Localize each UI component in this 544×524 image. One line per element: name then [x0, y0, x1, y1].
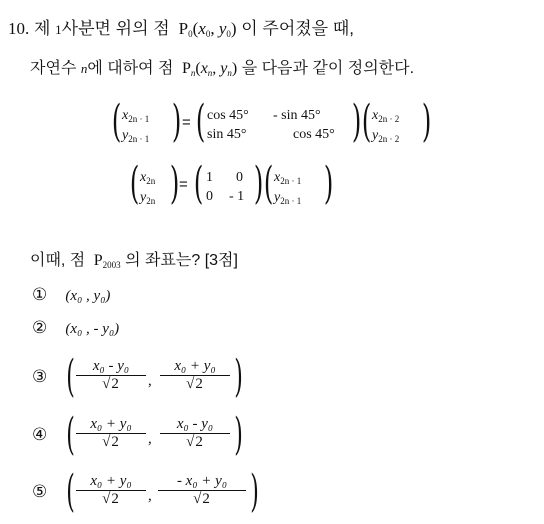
choice-2-text: (x₀ , - y₀)	[65, 321, 120, 337]
choice-1[interactable]	[32, 285, 110, 305]
problem-number: 10.	[8, 19, 30, 38]
problem-line-2	[30, 55, 414, 78]
line1-mid: 사분면 위의 점	[61, 19, 170, 38]
matrix-equation-1: ( $x_{2n \cdot 1}$ $y_{2n \cdot 1}$ ) = ( cos 45° - sin 45° sin 45° cos 45° ) ( $x_{2n \cdot 2}$ $y_{2n \cdot 2}$ )	[111, 96, 432, 147]
choice-4-frac-2: $\frac{\text{x₀ - y₀}}{√2}$	[160, 416, 230, 451]
choice-1-text: (x₀ , y₀)	[65, 288, 111, 304]
point-p2003: P2003	[93, 252, 121, 270]
line2-mid: 에 대하여 점	[87, 60, 174, 77]
point-p0: P0(x0, y0)	[178, 19, 237, 39]
choice-marker-2: ②	[32, 318, 48, 338]
question-post: 의 좌표는? [3점]	[125, 252, 238, 269]
choice-marker-1: ①	[32, 285, 48, 305]
choice-5-frac-1: $\frac{\text{x₀ + y₀}}{√2}$	[76, 473, 146, 508]
line2-pre: 자연수	[30, 60, 77, 77]
question-pre: 이때, 점	[30, 252, 86, 269]
choice-5-frac-2: $\frac{\text{- x₀ + y₀}}{√2}$	[158, 473, 246, 508]
question-line	[30, 247, 238, 270]
choice-3-frac-2: $\frac{\text{x₀ + y₀}}{√2}$	[160, 358, 230, 393]
choice-3-frac-1: $\frac{\text{x₀ - y₀}}{√2}$	[76, 358, 146, 393]
line2-n: n	[80, 61, 88, 76]
choice-marker-3: ③	[32, 367, 48, 387]
choice-marker-5: ⑤	[32, 482, 48, 502]
choice-4[interactable]: ④ ( $\frac{\text{x₀ + y₀}}{√2}$ , $\frac{\text{x₀ - y₀}}{√2}$ )	[32, 409, 243, 460]
choice-2[interactable]	[32, 318, 119, 338]
line1-pre: 제	[33, 19, 51, 38]
line1-post: 이 주어졌을 때,	[241, 19, 354, 38]
choice-4-frac-1: $\frac{\text{x₀ + y₀}}{√2}$	[76, 416, 146, 451]
matrix-equation-2: ( $x_{2n}$ $y_{2n}$ ) = ( 1 0 0 - 1 ) ( $x_{2n \cdot 1}$ $y_{2n \cdot 1}$ )	[129, 158, 334, 209]
problem-line-1	[8, 14, 354, 39]
point-pn: Pn(xn, yn)	[181, 60, 238, 78]
choice-marker-4: ④	[32, 425, 48, 445]
line2-post: 을 다음과 같이 정의한다.	[241, 60, 415, 77]
quadrant-number: 1	[55, 22, 62, 37]
choice-3[interactable]: ③ ( $\frac{\text{x₀ - y₀}}{√2}$ , $\frac{\text{x₀ + y₀}}{√2}$ )	[32, 351, 243, 402]
choice-5[interactable]: ⑤ ( $\frac{\text{x₀ + y₀}}{√2}$ , $\frac{\text{- x₀ + y₀}}{√2}$ )	[32, 466, 259, 517]
